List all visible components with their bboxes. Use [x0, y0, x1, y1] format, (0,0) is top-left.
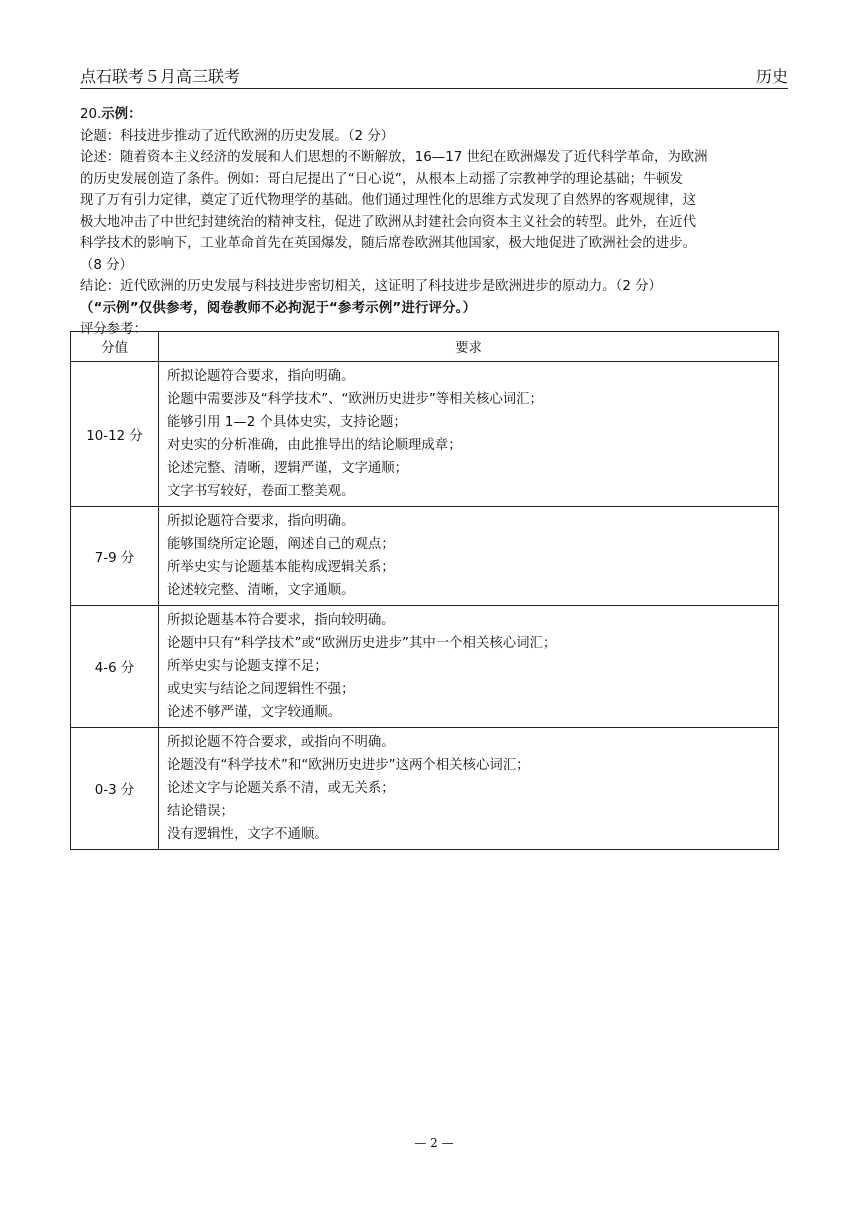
requirements-cell	[159, 507, 779, 606]
requirement-item: 论题中需要涉及“科学技术”、“欧洲历史进步”等相关核心词汇；	[167, 392, 543, 407]
page-number: — 2 —	[414, 1136, 454, 1150]
score-column-header: 分值	[71, 332, 159, 362]
requirement-item: 或史实与结论之间逻辑性不强；	[167, 682, 355, 697]
requirement-item: 论题中只有“科学技术”或“欧洲历史进步”其中一个相关核心词汇；	[167, 636, 557, 651]
table-header-row	[71, 332, 779, 362]
reference-note: （“示例”仅供参考，阅卷教师不必拘泥于“参考示例”进行评分。）	[80, 300, 477, 316]
requirement-item: 能够围绕所定论题，阐述自己的观点；	[167, 537, 395, 552]
exam-title: 点石联考５月高三联考	[80, 67, 241, 86]
requirement-item: 没有逻辑性，文字不通顺。	[167, 827, 328, 842]
requirement-item: 结论错误；	[167, 804, 234, 819]
answer-content	[80, 104, 790, 341]
requirement-item: 所举史实与论题基本能构成逻辑关系；	[167, 560, 395, 575]
requirement-item: 所拟论题不符合要求，或指向不明确。	[167, 735, 395, 750]
table-row	[71, 728, 779, 850]
subject-label: 历史	[755, 67, 788, 86]
requirement-item: 论述较完整、清晰，文字通顺。	[167, 583, 355, 598]
requirement-item: 所拟论题符合要求，指向明确。	[167, 369, 355, 384]
question-number: 20.	[80, 107, 102, 122]
requirements-cell	[159, 728, 779, 850]
score-cell: 10-12 分	[71, 362, 159, 507]
requirement-item: 论述文字与论题关系不清，或无关系；	[167, 781, 395, 796]
argument-line: 科学技术的影响下，工业革命首先在英国爆发，随后席卷欧洲其他国家，极大地促进了欧洲社会的进步。	[80, 236, 696, 251]
score-cell: 0-3 分	[71, 728, 159, 850]
conclusion-line: 结论：近代欧洲的历史发展与科技进步密切相关，这证明了科技进步是欧洲进步的原动力。（2 分）	[80, 279, 662, 294]
requirement-item: 对史实的分析准确，由此推导出的结论顺理成章；	[167, 438, 462, 453]
requirement-item: 论题没有“科学技术”和“欧洲历史进步”这两个相关核心词汇；	[167, 758, 530, 773]
requirement-item: 能够引用 1—2 个具体史实，支持论题；	[167, 415, 407, 430]
score-cell: 7-9 分	[71, 507, 159, 606]
question-heading	[80, 104, 790, 126]
argument-line: （8 分）	[80, 257, 133, 273]
requirement-item: 所拟论题符合要求，指向明确。	[167, 514, 355, 529]
requirement-item: 所举史实与论题支撑不足；	[167, 659, 328, 674]
requirement-item: 文字书写较好，卷面工整美观。	[167, 484, 355, 499]
thesis-line: 论题：科技进步推动了近代欧洲的历史发展。（2 分）	[80, 128, 395, 144]
requirements-cell	[159, 362, 779, 507]
table-row	[71, 362, 779, 507]
question-title: 示例：	[101, 107, 142, 122]
argument-line: 极大地冲击了中世纪封建统治的精神支柱，促进了欧洲从封建社会向资本主义社会的转型。此外，在近代	[80, 214, 696, 230]
rubric-table	[70, 331, 779, 850]
requirements-cell	[159, 606, 779, 728]
table-row	[71, 507, 779, 606]
argument-line: 论述：随着资本主义经济的发展和人们思想的不断解放，16—17 世纪在欧洲爆发了近代科学革命，为欧洲	[80, 150, 708, 165]
score-cell: 4-6 分	[71, 606, 159, 728]
requirement-column-header: 要求	[159, 332, 779, 362]
rubric-label: 评分参考：	[80, 322, 147, 337]
requirement-item: 论述完整、清晰，逻辑严谨，文字通顺；	[167, 461, 409, 476]
argument-line: 现了万有引力定律，奠定了近代物理学的基础。他们通过理性化的思维方式发现了自然界的客观规律，这	[80, 193, 696, 208]
requirement-item: 论述不够严谨，文字较通顺。	[167, 705, 342, 720]
argument-line: 的历史发展创造了条件。例如：哥白尼提出了“日心说”，从根本上动摇了宗教神学的理论基础；牛顿发	[80, 171, 684, 187]
requirement-item: 所拟论题基本符合要求，指向较明确。	[167, 613, 395, 628]
table-row	[71, 606, 779, 728]
page-header	[80, 62, 788, 89]
